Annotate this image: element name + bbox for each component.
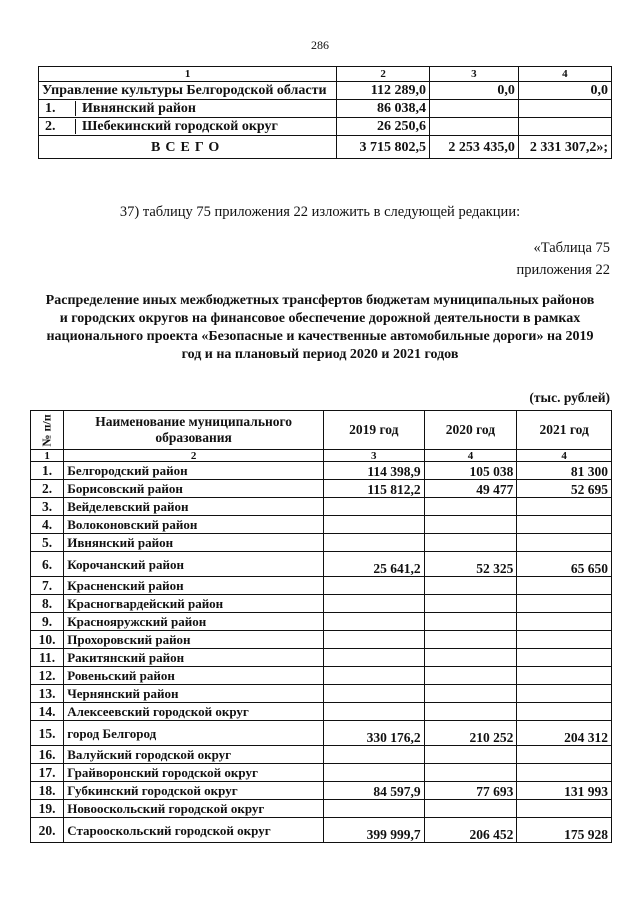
amendment-instruction: 37) таблицу 75 приложения 22 изложить в следующей редакции: — [119, 204, 521, 220]
value-2019 — [324, 649, 425, 667]
row-index: 7. — [31, 577, 64, 595]
value-2020 — [424, 667, 517, 685]
table-row — [39, 118, 612, 136]
row-name: Вейделевский район — [64, 498, 324, 516]
value-2021 — [517, 534, 612, 552]
value-2019: 330 176,2 — [324, 721, 425, 746]
row-index: 16. — [31, 746, 64, 764]
value-2021 — [517, 577, 612, 595]
value-2020 — [424, 516, 517, 534]
row-index: 6. — [31, 552, 64, 577]
row-index: 20. — [31, 818, 64, 843]
page-number: 286 — [311, 38, 329, 52]
value-2019 — [324, 703, 425, 721]
row-name: Ровеньский район — [64, 667, 324, 685]
value-2019 — [324, 516, 425, 534]
table-row — [31, 746, 612, 764]
value-2021 — [517, 613, 612, 631]
table-row — [31, 498, 612, 516]
column-number: 4 — [517, 450, 612, 462]
value-2021 — [517, 685, 612, 703]
value-2019 — [324, 534, 425, 552]
row-name: Ивнянский район — [64, 534, 324, 552]
column-number: 1 — [31, 450, 64, 462]
row-index: 17. — [31, 764, 64, 782]
row-name: Алексеевский городской округ — [64, 703, 324, 721]
row-name: Управление культуры Белгородской области — [39, 82, 337, 100]
header-number — [31, 411, 64, 450]
value-2021: 0,0 — [518, 82, 611, 100]
row-name: Новооскольский городской округ — [64, 800, 324, 818]
value-2019: 114 398,9 — [324, 462, 425, 480]
total-2021: 2 331 307,2»; — [518, 136, 611, 159]
units-label: (тыс. рублей) — [529, 390, 610, 405]
value-2020 — [424, 649, 517, 667]
value-2020: 105 038 — [424, 462, 517, 480]
row-name: Волоконовский район — [64, 516, 324, 534]
value-2019: 25 641,2 — [324, 552, 425, 577]
value-2019: 86 038,4 — [337, 100, 430, 118]
row-index: 14. — [31, 703, 64, 721]
row-name: город Белгород — [64, 721, 324, 746]
table-row — [31, 800, 612, 818]
table-row — [39, 100, 612, 118]
value-2020 — [424, 746, 517, 764]
value-2020: 49 477 — [424, 480, 517, 498]
row-name: Корочанский район — [64, 552, 324, 577]
row-index: 18. — [31, 782, 64, 800]
value-2021: 175 928 — [517, 818, 612, 843]
value-2021 — [518, 118, 611, 136]
value-2021 — [517, 800, 612, 818]
header-row — [31, 411, 612, 450]
value-2019: 112 289,0 — [337, 82, 430, 100]
row-name: Шебекинский городской округ — [82, 119, 278, 134]
row-name: Грайворонский городской округ — [64, 764, 324, 782]
row-name: Ракитянский район — [64, 649, 324, 667]
value-2020 — [424, 800, 517, 818]
header-2021: 2021 год — [517, 411, 612, 450]
value-2021 — [517, 667, 612, 685]
value-2021: 65 650 — [517, 552, 612, 577]
table-row — [31, 764, 612, 782]
row-index: 2. — [31, 480, 64, 498]
value-2021 — [517, 595, 612, 613]
column-number-row — [31, 450, 612, 462]
row-index: 4. — [31, 516, 64, 534]
column-number: 3 — [324, 450, 425, 462]
value-2019: 84 597,9 — [324, 782, 425, 800]
row-index: 9. — [31, 613, 64, 631]
column-number: 3 — [430, 67, 519, 82]
row-name: Борисовский район — [64, 480, 324, 498]
value-2021: 52 695 — [517, 480, 612, 498]
row-name: Краснояружский район — [64, 613, 324, 631]
table-row — [31, 721, 612, 746]
row-name: Красногвардейский район — [64, 595, 324, 613]
value-2020 — [424, 613, 517, 631]
row-index: 8. — [31, 595, 64, 613]
value-2019 — [324, 667, 425, 685]
row-index: 11. — [31, 649, 64, 667]
table-row — [31, 480, 612, 498]
table-reference-line-1: «Таблица 75 — [533, 240, 610, 256]
value-2021 — [517, 649, 612, 667]
row-index: 5. — [31, 534, 64, 552]
value-2020 — [424, 595, 517, 613]
row-index: 13. — [31, 685, 64, 703]
value-2021: 81 300 — [517, 462, 612, 480]
value-2021 — [517, 703, 612, 721]
table-row — [39, 82, 612, 100]
table-row — [31, 782, 612, 800]
row-name: Белгородский район — [64, 462, 324, 480]
row-name: Старооскольский городской округ — [64, 818, 324, 843]
table-row — [31, 818, 612, 843]
value-2020 — [424, 703, 517, 721]
row-name: Валуйский городской округ — [64, 746, 324, 764]
row-index: 15. — [31, 721, 64, 746]
value-2019 — [324, 685, 425, 703]
table-row — [31, 649, 612, 667]
continuation-table — [38, 66, 612, 159]
value-2019 — [324, 631, 425, 649]
row-name-cell — [39, 100, 337, 118]
header-number-text: № п/п — [39, 414, 54, 447]
value-2021 — [517, 746, 612, 764]
total-2019: 3 715 802,5 — [337, 136, 430, 159]
table-reference-line-2: приложения 22 — [516, 262, 610, 278]
value-2020: 210 252 — [424, 721, 517, 746]
value-2019 — [324, 577, 425, 595]
value-2019 — [324, 800, 425, 818]
value-2021: 204 312 — [517, 721, 612, 746]
value-2020 — [424, 685, 517, 703]
value-2019 — [324, 595, 425, 613]
total-label: ВСЕГО — [39, 136, 337, 159]
value-2019: 115 812,2 — [324, 480, 425, 498]
row-name: Губкинский городской округ — [64, 782, 324, 800]
value-2020 — [430, 100, 519, 118]
table-row — [31, 595, 612, 613]
value-2021 — [517, 498, 612, 516]
total-2020: 2 253 435,0 — [430, 136, 519, 159]
value-2019 — [324, 746, 425, 764]
column-number: 1 — [39, 67, 337, 82]
value-2020 — [424, 534, 517, 552]
distribution-table — [30, 410, 612, 843]
total-row — [39, 136, 612, 159]
value-2019 — [324, 764, 425, 782]
row-index: 10. — [31, 631, 64, 649]
column-number: 4 — [518, 67, 611, 82]
value-2021 — [517, 516, 612, 534]
row-name-cell — [39, 118, 337, 136]
row-name: Ивнянский район — [82, 101, 196, 116]
column-number-row — [39, 67, 612, 82]
value-2020 — [424, 764, 517, 782]
table-row — [31, 577, 612, 595]
table-row — [31, 462, 612, 480]
header-2020: 2020 год — [424, 411, 517, 450]
value-2021 — [517, 631, 612, 649]
value-2020 — [424, 631, 517, 649]
value-2019: 399 999,7 — [324, 818, 425, 843]
value-2020: 77 693 — [424, 782, 517, 800]
table-row — [31, 516, 612, 534]
table-row — [31, 667, 612, 685]
table-row — [31, 703, 612, 721]
value-2019 — [324, 613, 425, 631]
value-2020: 0,0 — [430, 82, 519, 100]
row-index: 19. — [31, 800, 64, 818]
value-2019: 26 250,6 — [337, 118, 430, 136]
table-row — [31, 613, 612, 631]
value-2019 — [324, 498, 425, 516]
table-row — [31, 534, 612, 552]
value-2021: 131 993 — [517, 782, 612, 800]
row-index: 3. — [31, 498, 64, 516]
row-name: Красненский район — [64, 577, 324, 595]
table-row — [31, 685, 612, 703]
row-index: 12. — [31, 667, 64, 685]
value-2021 — [517, 764, 612, 782]
value-2020 — [430, 118, 519, 136]
header-name: Наименование муниципального образования — [64, 411, 324, 450]
row-index: 1. — [39, 101, 76, 116]
table-title: Распределение иных межбюджетных трансфертов бюджетам муниципальных районов и городских округов на финансовое обеспечение дорожной деятельности в рамках национального проекта «Безопасные и качественные автомобильные дороги» на 2019 год и на плановый период 2020 и 2021 годов — [45, 293, 595, 362]
column-number: 2 — [337, 67, 430, 82]
row-name: Чернянский район — [64, 685, 324, 703]
row-index: 1. — [31, 462, 64, 480]
table-row — [31, 631, 612, 649]
value-2020 — [424, 577, 517, 595]
column-number: 4 — [424, 450, 517, 462]
column-number: 2 — [64, 450, 324, 462]
row-index: 2. — [39, 119, 76, 134]
header-2019: 2019 год — [324, 411, 425, 450]
table-body — [31, 462, 612, 843]
table-row — [31, 552, 612, 577]
value-2020: 52 325 — [424, 552, 517, 577]
value-2020: 206 452 — [424, 818, 517, 843]
row-name: Прохоровский район — [64, 631, 324, 649]
value-2021 — [518, 100, 611, 118]
value-2020 — [424, 498, 517, 516]
